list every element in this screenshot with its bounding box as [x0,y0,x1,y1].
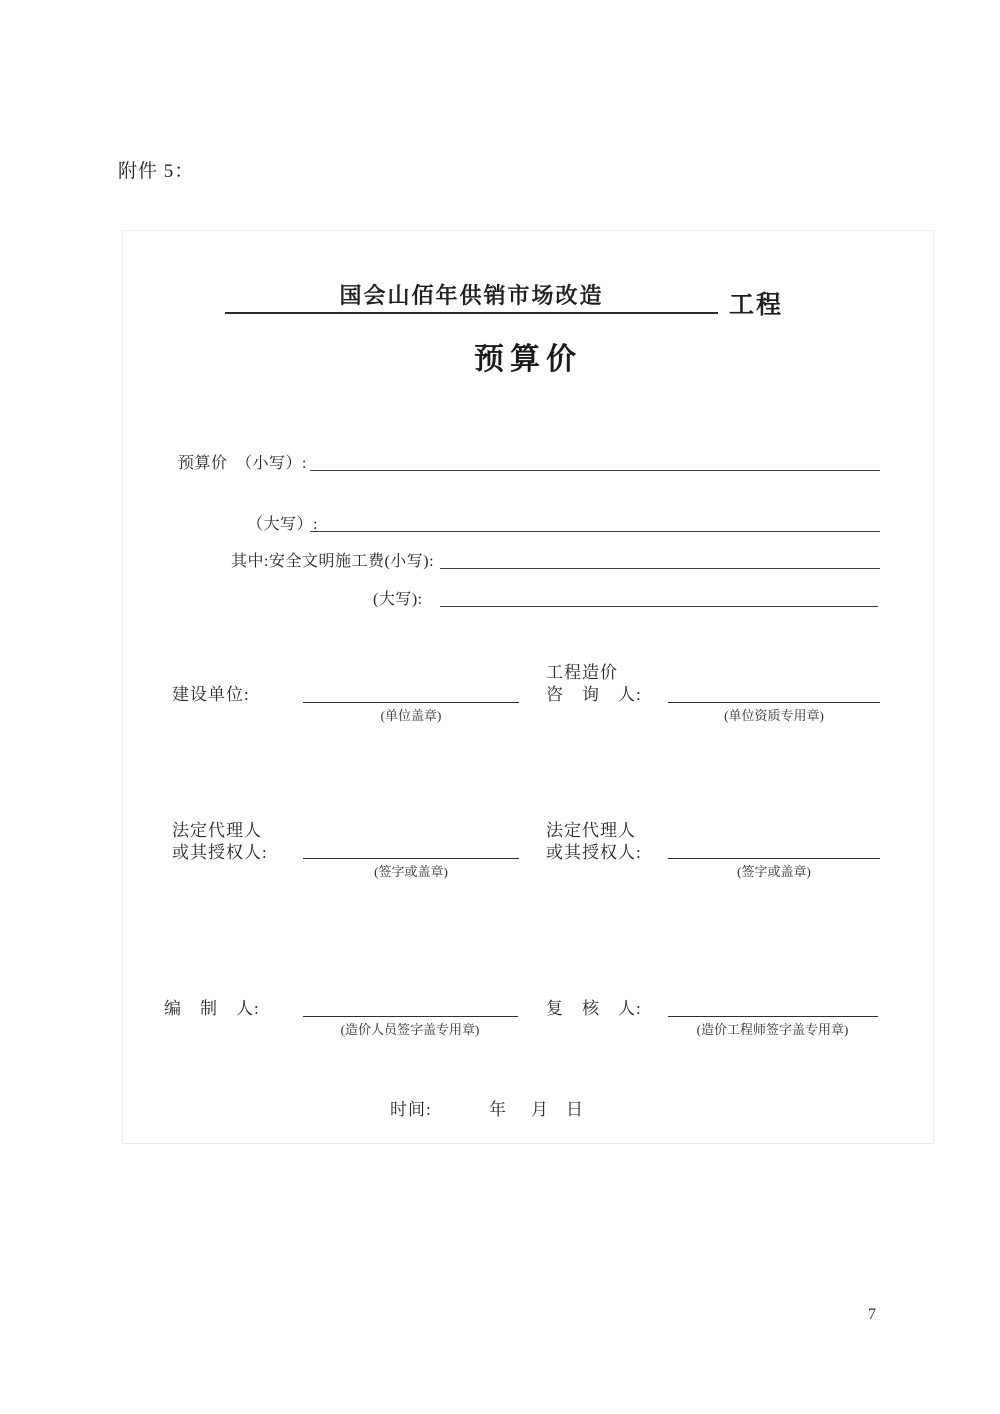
page-number: 7 [868,1306,876,1323]
safety-fee-uppercase-field[interactable] [440,606,878,607]
cost-consultant-seal-caption: (单位资质专用章) [724,708,824,723]
owner-rep-sign-line[interactable] [303,858,519,859]
cost-consultant-sign-line[interactable] [668,702,880,703]
budget-price-uppercase-field[interactable] [310,531,880,532]
safety-fee-uppercase-label: (大写): [373,591,423,608]
consultant-rep-sign-caption: (签字或盖章) [737,864,811,879]
time-day-label: 日 [566,1100,584,1119]
cost-consultant-label-line2: 咨 询 人: [546,685,642,704]
doc-title: 预算价 [474,343,582,376]
owner-rep-label-line2: 或其授权人: [172,843,268,862]
time-label: 时间: [390,1100,432,1119]
consultant-rep-label-line2: 或其授权人: [546,843,642,862]
consultant-rep-sign-line[interactable] [668,858,880,859]
construction-unit-seal-caption: (单位盖章) [380,708,442,723]
owner-rep-sign-caption: (签字或盖章) [374,864,448,879]
time-month-label: 月 [531,1100,549,1119]
consultant-rep-label-line1: 法定代理人 [546,821,636,840]
cost-consultant-label-line1: 工程造价 [546,663,618,682]
owner-rep-label-line1: 法定代理人 [172,821,262,840]
preparer-sign-line[interactable] [303,1016,518,1017]
attachment-label: 附件 5： [118,161,195,182]
project-name-field[interactable] [225,281,718,314]
time-year-label: 年 [489,1100,507,1119]
budget-price-lowercase-field[interactable] [310,470,880,471]
project-name-text: 国会山佰年供销市场改造 [339,283,604,308]
safety-fee-lowercase-field[interactable] [440,568,880,569]
reviewer-sign-line[interactable] [668,1016,878,1017]
project-type-suffix: 工程 [729,292,784,319]
budget-price-uppercase-label: （大写）: [247,516,318,533]
construction-unit-sign-line[interactable] [303,702,519,703]
safety-fee-lowercase-label: 其中:安全文明施工费(小写): [231,553,435,570]
reviewer-label: 复 核 人: [546,999,642,1018]
budget-price-lowercase-label: 预算价 （小写）: [178,455,307,472]
preparer-seal-caption: (造价人员签字盖专用章) [340,1022,480,1037]
reviewer-seal-caption: (造价工程师签字盖专用章) [696,1022,849,1037]
preparer-label: 编 制 人: [164,999,260,1018]
construction-unit-label: 建设单位: [172,685,250,704]
